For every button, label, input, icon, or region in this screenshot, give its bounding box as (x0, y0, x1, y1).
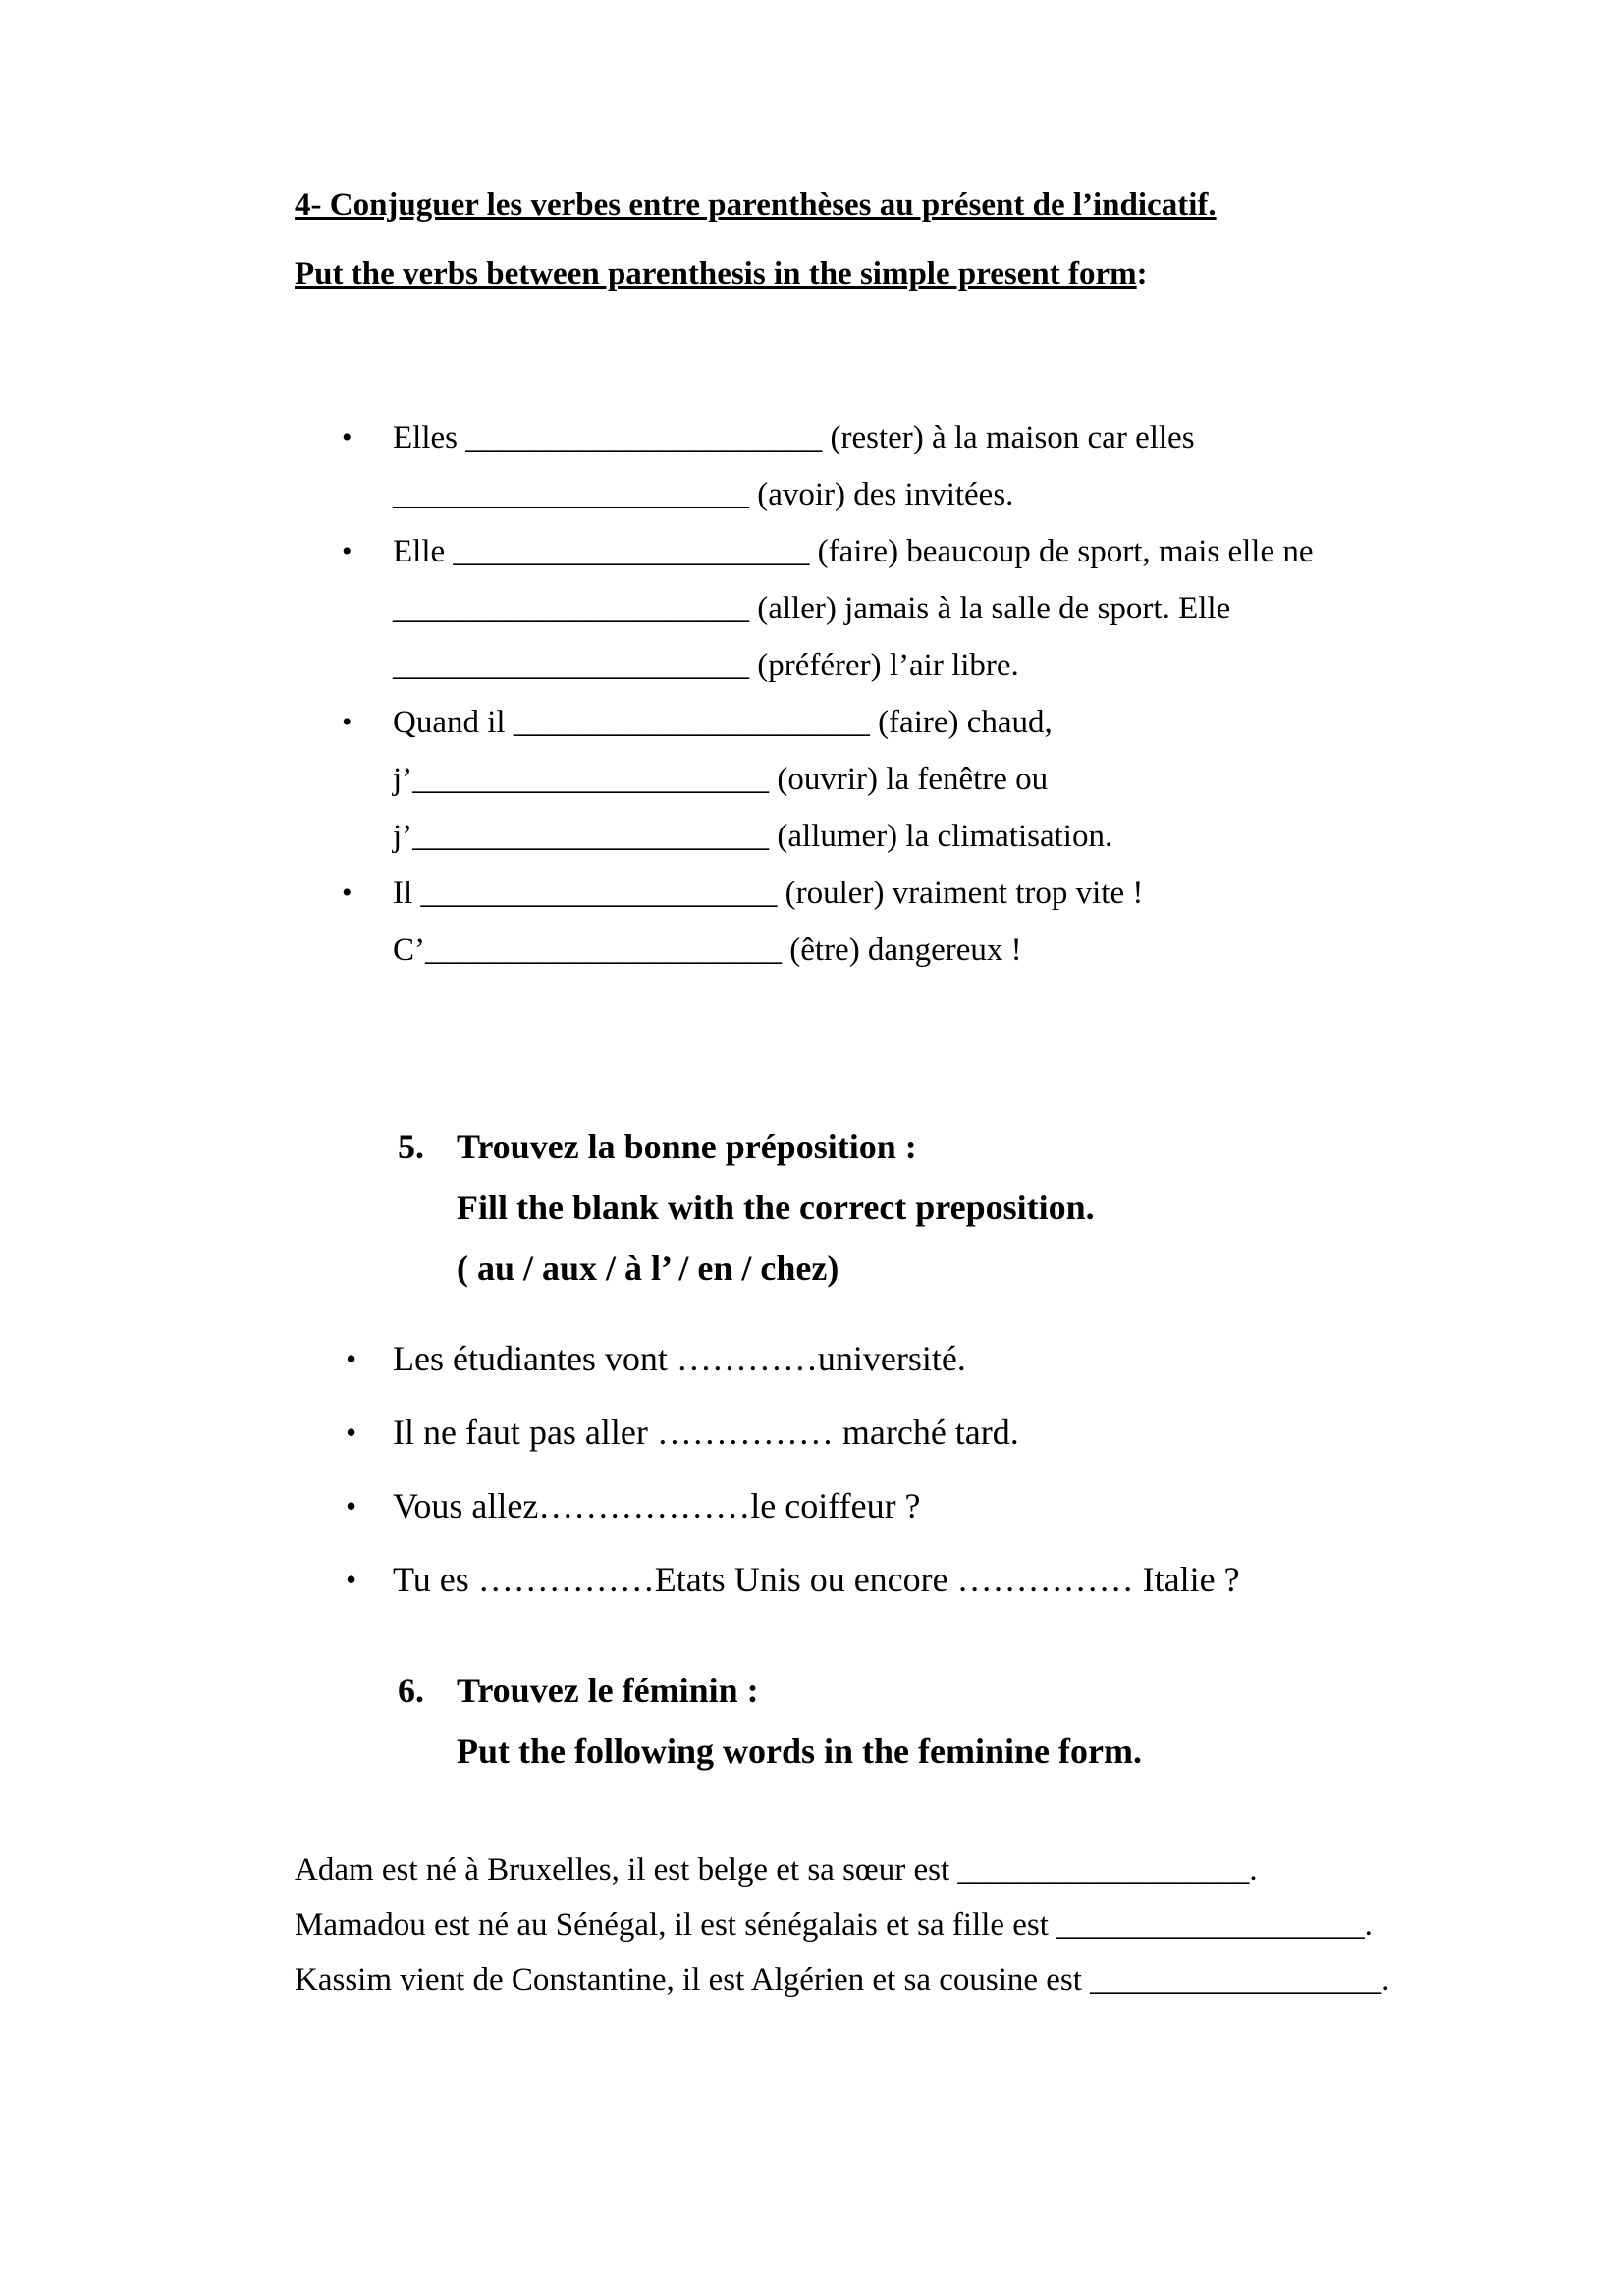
exercise-line: Vous allez………………le coiffeur ? (393, 1486, 921, 1526)
list-item (295, 523, 1428, 694)
bullet-icon: • (346, 1488, 357, 1524)
exercise-line: j’______________________ (ouvrir) la fenêtre ou (393, 762, 1049, 798)
list-item (295, 1396, 1428, 1469)
exercise5-options: ( au / aux / à l’ / en / chez) (457, 1249, 839, 1289)
exercise5-bullet-list (295, 1322, 1428, 1617)
exercise6-sentences (295, 1842, 1428, 2007)
list-item (295, 694, 1428, 865)
exercise-line: Il ______________________ (rouler) vraiment trop vite ! (393, 876, 1144, 912)
exercise-line: Elle ______________________ (faire) beaucoup de sport, mais elle ne (393, 534, 1314, 570)
exercise6-title-en: Put the following words in the feminine form. (457, 1732, 1142, 1772)
exercise5-title-en: Fill the blank with the correct preposition. (457, 1188, 1095, 1228)
list-item-text (393, 865, 1428, 979)
sentence-line: Kassim vient de Constantine, il est Algérien et sa cousine est __________________. (295, 1962, 1390, 1999)
exercise4-title-text: 4- Conjuguer les verbes entre parenthèses au présent de l’indicatif. (295, 187, 1217, 223)
exercise-line: ______________________ (préférer) l’air libre. (393, 648, 1019, 684)
exercise-line: Tu es ……………Etats Unis ou encore …………… Italie ? (393, 1560, 1240, 1600)
bullet-icon: • (346, 1562, 357, 1598)
bullet-icon: • (342, 706, 352, 739)
exercise6-heading (398, 1660, 1428, 1721)
exercise-line: Quand il ______________________ (faire) chaud, (393, 705, 1053, 741)
list-item-text (393, 409, 1428, 523)
sentence-line: Mamadou est né au Sénégal, il est sénégalais et sa fille est ___________________. (295, 1907, 1373, 1944)
exercise5-section (295, 1116, 1428, 1617)
list-item (295, 409, 1428, 523)
exercise5-heading (398, 1116, 1428, 1177)
exercise4-subtitle (295, 255, 1428, 294)
bullet-icon: • (342, 535, 352, 568)
bullet-icon: • (342, 877, 352, 910)
exercise6-title-fr: Trouvez le féminin : (457, 1671, 759, 1711)
bullet-icon: • (342, 421, 352, 454)
list-item-text (393, 1396, 1428, 1469)
exercise-line: ______________________ (aller) jamais à la salle de sport. Elle (393, 591, 1231, 627)
exercise-line: j’______________________ (allumer) la climatisation. (393, 819, 1113, 855)
exercise5-title-fr: Trouvez la bonne préposition : (457, 1127, 917, 1167)
list-item (295, 1469, 1428, 1543)
list-item-text (393, 1543, 1428, 1617)
list-item (295, 1543, 1428, 1617)
list-item-text (393, 694, 1428, 865)
exercise-line: C’______________________ (être) dangereux ! (393, 933, 1022, 969)
exercise-line: Les étudiantes vont …………université. (393, 1339, 966, 1379)
exercise6-number: 6. (398, 1671, 424, 1711)
list-item-text (393, 523, 1428, 694)
exercise4-title (295, 187, 1428, 226)
exercise4-subtitle-text: Put the verbs between parenthesis in the simple present form (295, 255, 1137, 292)
exercise-line: ______________________ (avoir) des invitées. (393, 477, 1014, 513)
list-item (295, 865, 1428, 979)
list-item-text (393, 1322, 1428, 1396)
exercise6-section (295, 1660, 1428, 1782)
exercise4-subtitle-colon: : (1136, 255, 1148, 292)
exercise5-number: 5. (398, 1127, 424, 1167)
exercise4-bullet-list (295, 409, 1428, 979)
list-item (295, 1322, 1428, 1396)
exercise-line: Elles ______________________ (rester) à la maison car elles (393, 420, 1195, 456)
sentence-line: Adam est né à Bruxelles, il est belge et sa sœur est __________________. (295, 1852, 1258, 1889)
bullet-icon: • (346, 1415, 357, 1451)
list-item-text (393, 1469, 1428, 1543)
bullet-icon: • (346, 1341, 357, 1377)
exercise-line: Il ne faut pas aller …………… marché tard. (393, 1413, 1019, 1453)
